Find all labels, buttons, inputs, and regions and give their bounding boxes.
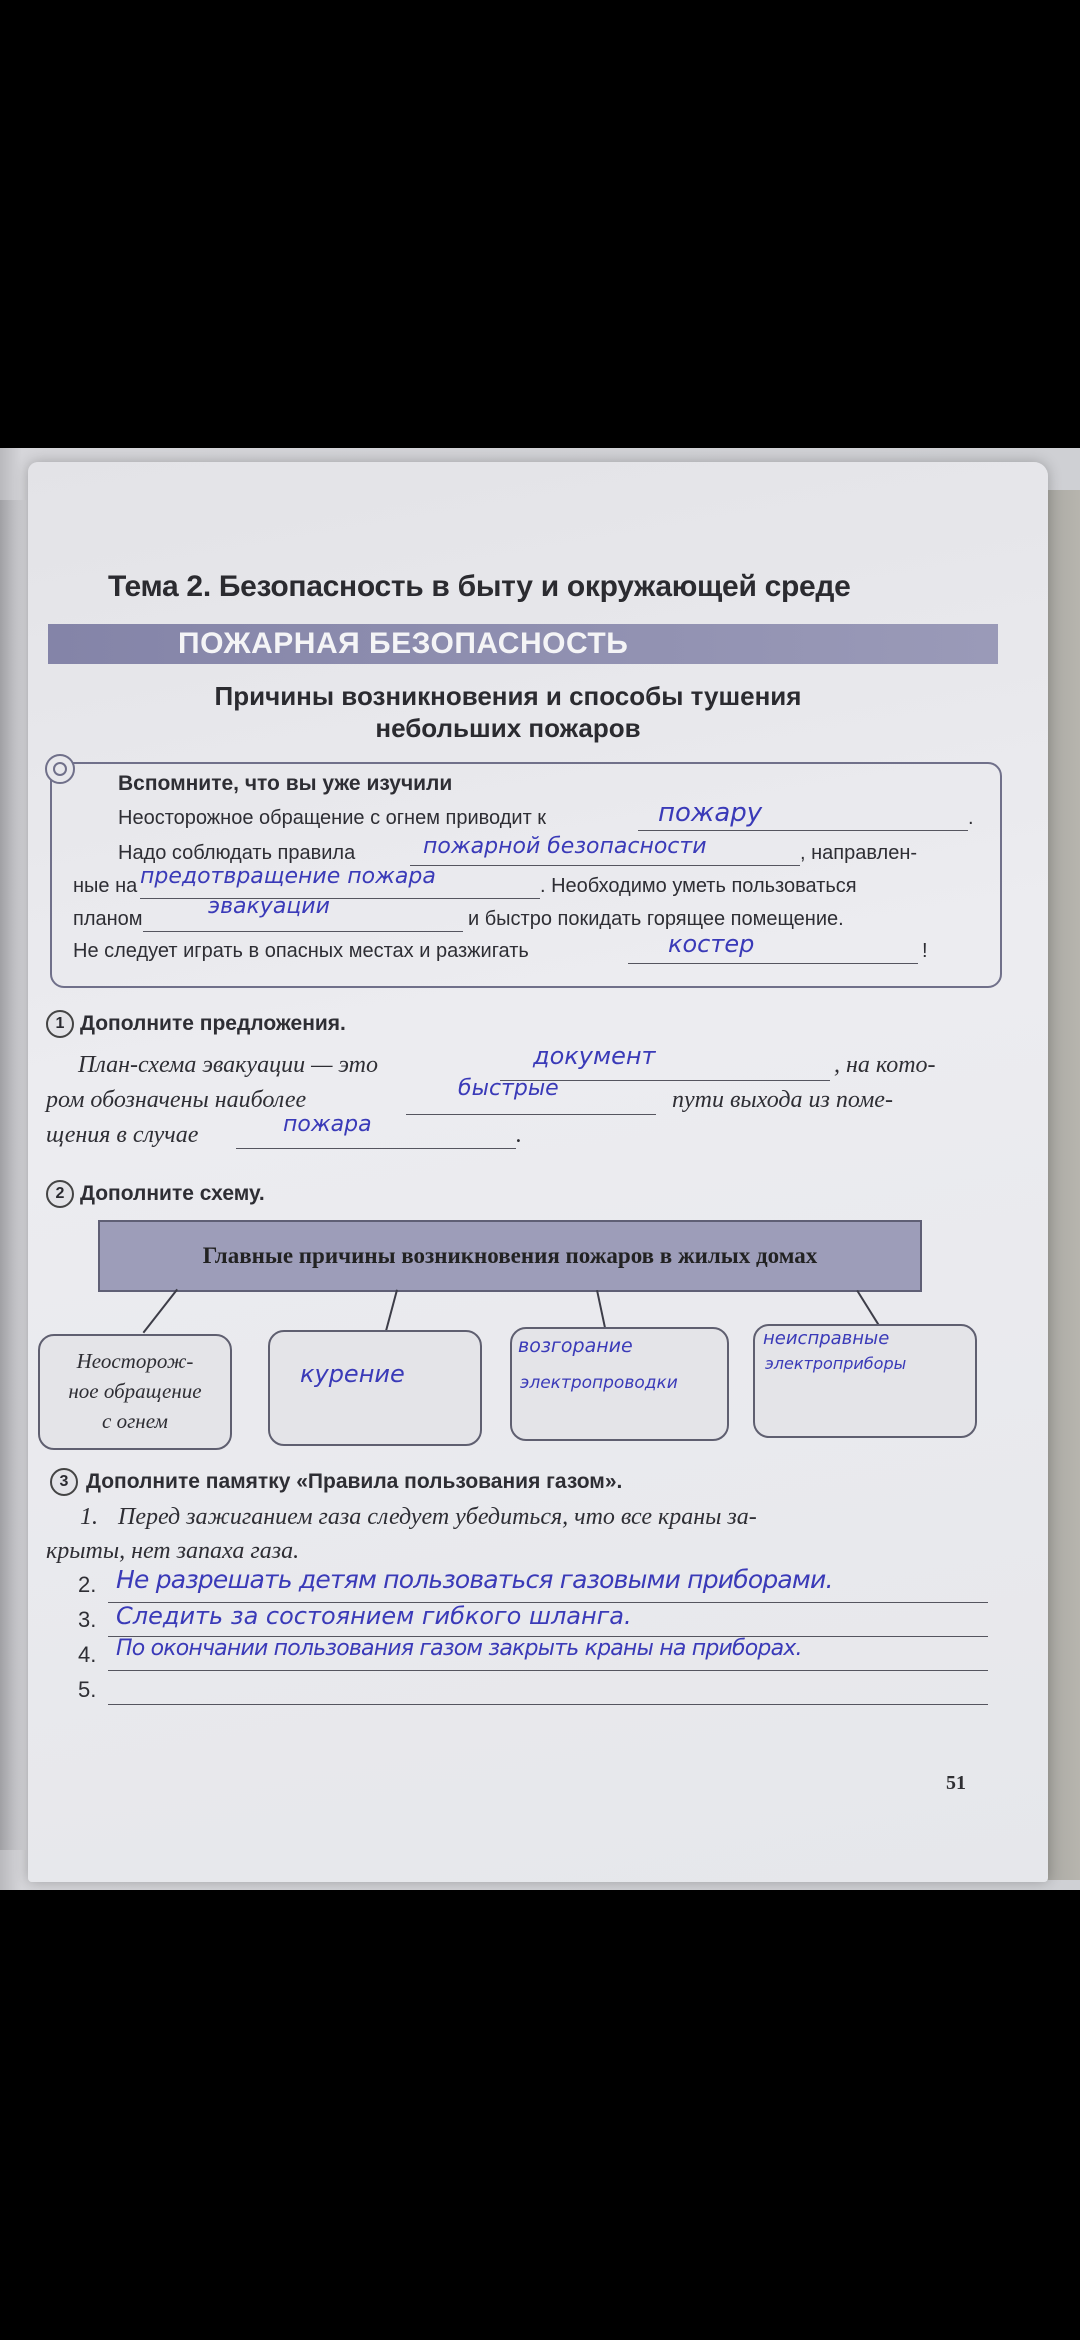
scheme-box-1-line-1: Неосторож-: [76, 1349, 194, 1373]
scheme-box-4-answer-1: неисправные: [763, 1328, 890, 1349]
recall-answer-line-1: [638, 830, 968, 831]
recall-answer-5: костер: [668, 930, 755, 958]
recall-line-5: Не следует играть в опасных местах и разжигать: [73, 940, 529, 962]
scheme-box-3-answer-1: возгорание: [518, 1335, 633, 1357]
task-3-item-3-answer: Следить за состоянием гибкого шланга.: [116, 1602, 632, 1630]
scheme-box-3-answer-2: электропроводки: [520, 1373, 678, 1393]
task-1-number: 1: [46, 1010, 74, 1038]
task-1-line-1: План-схема эвакуации — это: [78, 1052, 378, 1078]
recall-answer-line-5: [628, 963, 918, 964]
task-3-item-4-answer: По окончании пользования газом закрыть краны на приборах.: [116, 1636, 802, 1661]
task-1-answer-2: быстрые: [458, 1076, 559, 1101]
scheme-box-2-answer: курение: [300, 1360, 405, 1388]
task-1-title: Дополните предложения.: [80, 1012, 346, 1035]
task-3-item-2-answer: Не разрешать детям пользоваться газовыми приборами.: [116, 1565, 833, 1594]
scheme-box-3: [510, 1327, 729, 1441]
scheme-arrow-1: [143, 1289, 178, 1334]
scheme-box-4: [753, 1324, 977, 1438]
recall-answer-4: эвакуации: [208, 894, 330, 919]
task-3-item-1-line-1: Перед зажиганием газа следует убедиться, что все краны за-: [118, 1504, 757, 1530]
scheme-title-box: Главные причины возникновения пожаров в жилых домах: [98, 1220, 922, 1292]
task-2-title: Дополните схему.: [80, 1182, 265, 1205]
task-1-line-2: ром обозначены наиболее: [46, 1087, 307, 1113]
recall-line-2: Надо соблюдать правила: [118, 842, 356, 864]
task-1-answer-line-2: [406, 1114, 656, 1115]
topic-title: Тема 2. Безопасность в быту и окружающей среде: [108, 570, 851, 603]
recall-line-3-end: . Необходимо уметь пользоваться: [540, 875, 857, 897]
task-3-number: 3: [50, 1468, 78, 1496]
section-banner-label: ПОЖАРНАЯ БЕЗОПАСНОСТЬ: [178, 627, 629, 660]
workbook-page: [28, 462, 1048, 1882]
scheme-box-1-line-2: ное обращение: [68, 1379, 202, 1403]
task-3-answer-line-5: [108, 1704, 988, 1705]
scheme-arrow-2: [384, 1289, 398, 1333]
task-3-item-4-num: 4.: [78, 1642, 97, 1667]
scheme-box-1: [38, 1334, 232, 1450]
task-3-title: Дополните памятку «Правила пользования газом».: [86, 1470, 623, 1493]
recall-line-5-end: !: [922, 940, 928, 962]
page-number: 51: [946, 1772, 966, 1794]
recall-line-4-start: планом: [73, 908, 143, 930]
task-1-answer-line-3: [236, 1148, 516, 1149]
task-1-line-3: щения в случае: [46, 1122, 199, 1148]
recall-answer-line-2: [410, 865, 800, 866]
task-1-answer-1: документ: [533, 1042, 656, 1070]
scheme-box-1-line-3: с огнем: [102, 1409, 168, 1433]
recall-answer-line-3: [140, 898, 540, 899]
task-1-answer-3: пожара: [283, 1112, 372, 1137]
task-3-item-1-line-2: крыты, нет запаха газа.: [46, 1538, 300, 1564]
task-3-item-1-num: 1.: [80, 1504, 98, 1530]
task-1-line-2-end: пути выхода из поме-: [672, 1087, 893, 1113]
recall-answer-line-4: [143, 931, 463, 932]
recall-icon: [45, 754, 75, 784]
recall-line-1-end: .: [968, 807, 974, 829]
subtitle-line-2: небольших пожаров: [375, 713, 641, 743]
lesson-subtitle: [128, 680, 888, 744]
task-3-item-5-num: 5.: [78, 1677, 97, 1702]
recall-line-1: Неосторожное обращение с огнем приводит к: [118, 807, 547, 829]
task-1-line-1-end: , на кото-: [834, 1052, 936, 1078]
task-3-item-2-num: 2.: [78, 1572, 97, 1597]
recall-line-3-start: ные на: [73, 875, 138, 897]
subtitle-line-1: Причины возникновения и способы тушения: [214, 681, 802, 711]
recall-answer-1: пожарy: [658, 798, 763, 828]
task-1-line-3-end: .: [516, 1122, 522, 1148]
scheme-box-2: [268, 1330, 482, 1446]
scheme-box-4-answer-2: электроприборы: [765, 1354, 907, 1373]
recall-line-2-end: , направлен-: [800, 842, 918, 864]
task-2-number: 2: [46, 1180, 74, 1208]
recall-line-4-end: и быстро покидать горящее помещение.: [468, 908, 844, 930]
scheme-arrow-3: [596, 1290, 607, 1331]
recall-answer-3: предотвращение пожара: [140, 864, 436, 889]
recall-heading: Вспомните, что вы уже изучили: [118, 772, 453, 795]
recall-answer-2: пожарной безопасности: [423, 834, 707, 859]
task-3-item-3-num: 3.: [78, 1607, 97, 1632]
book-spine-edge: [0, 500, 26, 1850]
task-3-answer-line-4: [108, 1670, 988, 1671]
